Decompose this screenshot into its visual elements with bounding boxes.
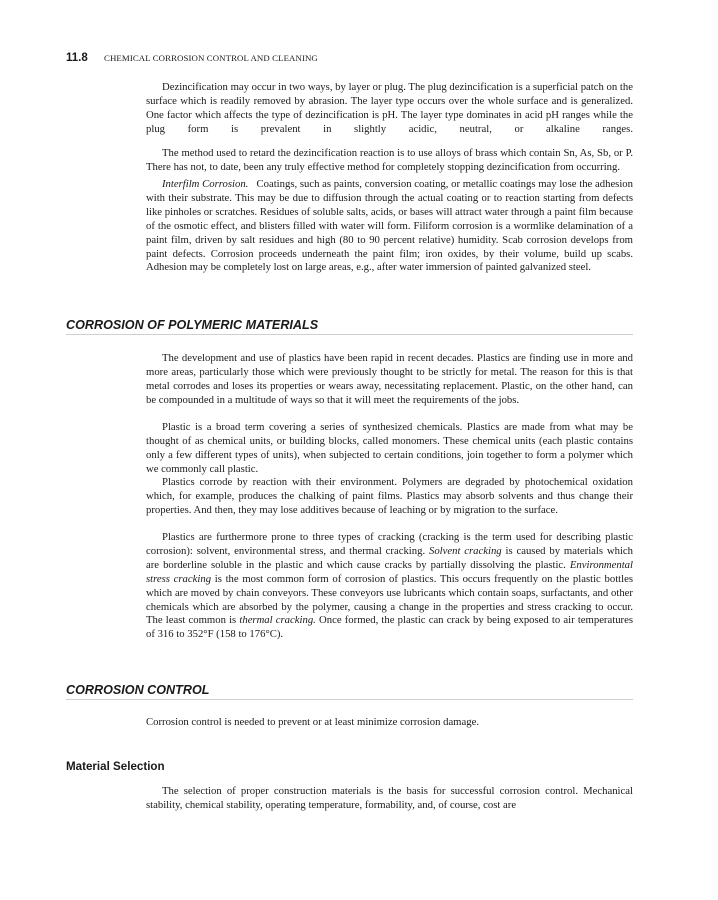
paragraph-text: The development and use of plastics have been rapid in recent decades. Plastics are finding use in more and more areas, particularly those which were previously thought to be strictly for metal. The reason for this is that metal corrodes and loses its properties or wears away, necessitating replacement. Plastic, on the other hand, can be compounded in a multitude of ways so that it will meet the requirements of the jobs. [146, 352, 633, 406]
term-thermal-cracking: thermal cracking. [239, 614, 316, 627]
paragraph-text: is the most common form of corrosion of plastics. This occurs frequently on the plastic bottles which are moved by chain conveyors. These conveyors use lubricants which contain soaps, surfactants, and other chemicals which are absorbed by the polymer, causing a change in the properties and stress cracking to occur. The least common is [146, 572, 633, 627]
paragraph-dezincification-retard [146, 147, 633, 175]
paragraph-text: Coatings, such as paints, conversion coating, or metallic coatings may lose the adhesion with their substrate. This may be due to diffusion through the actual coating or to reaction starting from defects like pinholes or scratches. Residues of soluble salts, acids, or bases will attract water through a paint film because of the osmotic effect, and blisters filled with water will form. Filiform corrosion is a wormlike delamination of a paint film, driven by salt residues and high (80 to 90 percent relative) humidity. Scab corrosion develops from paint defects. Corrosion proceeds underneath the paint film; iron oxides, by their volume, build up scabs. Adhesion may be completely lost on large areas, e.g., after water immersion of painted galvanized steel. [146, 178, 633, 274]
paragraph-text: Plastic is a broad term covering a series of synthesized chemicals. Plastics are made from what may be thought of as chemical units, or building blocks, called monomers. These chemical units (each plastic contains only a few different types of units), when subjected to certain conditions, join together to form a polymer which we commonly call plastic. [146, 421, 633, 475]
term-solvent-cracking: Solvent cracking [428, 544, 502, 557]
subsection-heading-material-selection: Material Selection [66, 760, 165, 773]
page-number: 11.8 [66, 52, 88, 64]
term-environmental-stress-cracking: Environmental stress cracking [146, 558, 633, 585]
paragraph-corrosion-control: Corrosion control is needed to prevent or at least minimize corrosion damage. [146, 716, 479, 728]
paragraph-text: Once formed, the plastic can crack by being exposed to air temperatures of 316 to 352°F (158 to 176°C). [146, 614, 634, 641]
paragraph-plastics-definition [146, 421, 633, 477]
paragraph-text: is caused by materials which are borderline soluble in the plastic and which cause cracks by partially dissolving the plastic. [146, 544, 634, 571]
running-head [66, 52, 318, 64]
paragraph-text: The selection of proper construction materials is the basis for successful corrosion control. Mechanical stability, chemical stability, operating temperature, formability, and, of course, cost are [146, 785, 633, 811]
paragraph-text: The method used to retard the dezincification reaction is to use alloys of brass which contain Sn, As, Sb, or P. There has not, to date, been any truly effective method for completely stopping dezincification from occurring. [146, 147, 633, 173]
paragraph-interfilm-corrosion [146, 178, 633, 275]
section-heading-corrosion-control: CORROSION CONTROL [66, 683, 633, 700]
section-heading-polymeric: CORROSION OF POLYMERIC MATERIALS [66, 318, 633, 335]
paragraph-material-selection [146, 785, 633, 813]
paragraph-plastics-cracking [146, 531, 633, 642]
term-interfilm-corrosion: Interfilm Corrosion. [162, 178, 249, 190]
running-title: CHEMICAL CORROSION CONTROL AND CLEANING [104, 53, 318, 63]
paragraph-plastics-development [146, 352, 633, 408]
paragraph-text: Plastics corrode by reaction with their environment. Polymers are degraded by photochemical oxidation which, for example, produces the chalking of paint films. Plastics may absorb solvents and thus change their properties. And then, they may lose additives because of leaching or by migration to the surface. [146, 476, 633, 516]
paragraph-plastics-corrode [146, 476, 633, 518]
paragraph-text: Plastics are furthermore prone to three types of cracking (cracking is the term used for describing plastic corrosion): solvent, environmental stress, and thermal cracking. [146, 531, 633, 557]
paragraph-dezincification-types: Dezincification may occur in two ways, by layer or plug. The plug dezincification is a superficial patch on the surface which is readily removed by abrasion. The layer type occurs over the whole surface and is generalized. One factor which affects the type of dezincification is pH. The layer type dominates in acid pH ranges while the plug form is prevalent in slightly acidic, neutral, or alkaline ranges. [146, 81, 633, 135]
